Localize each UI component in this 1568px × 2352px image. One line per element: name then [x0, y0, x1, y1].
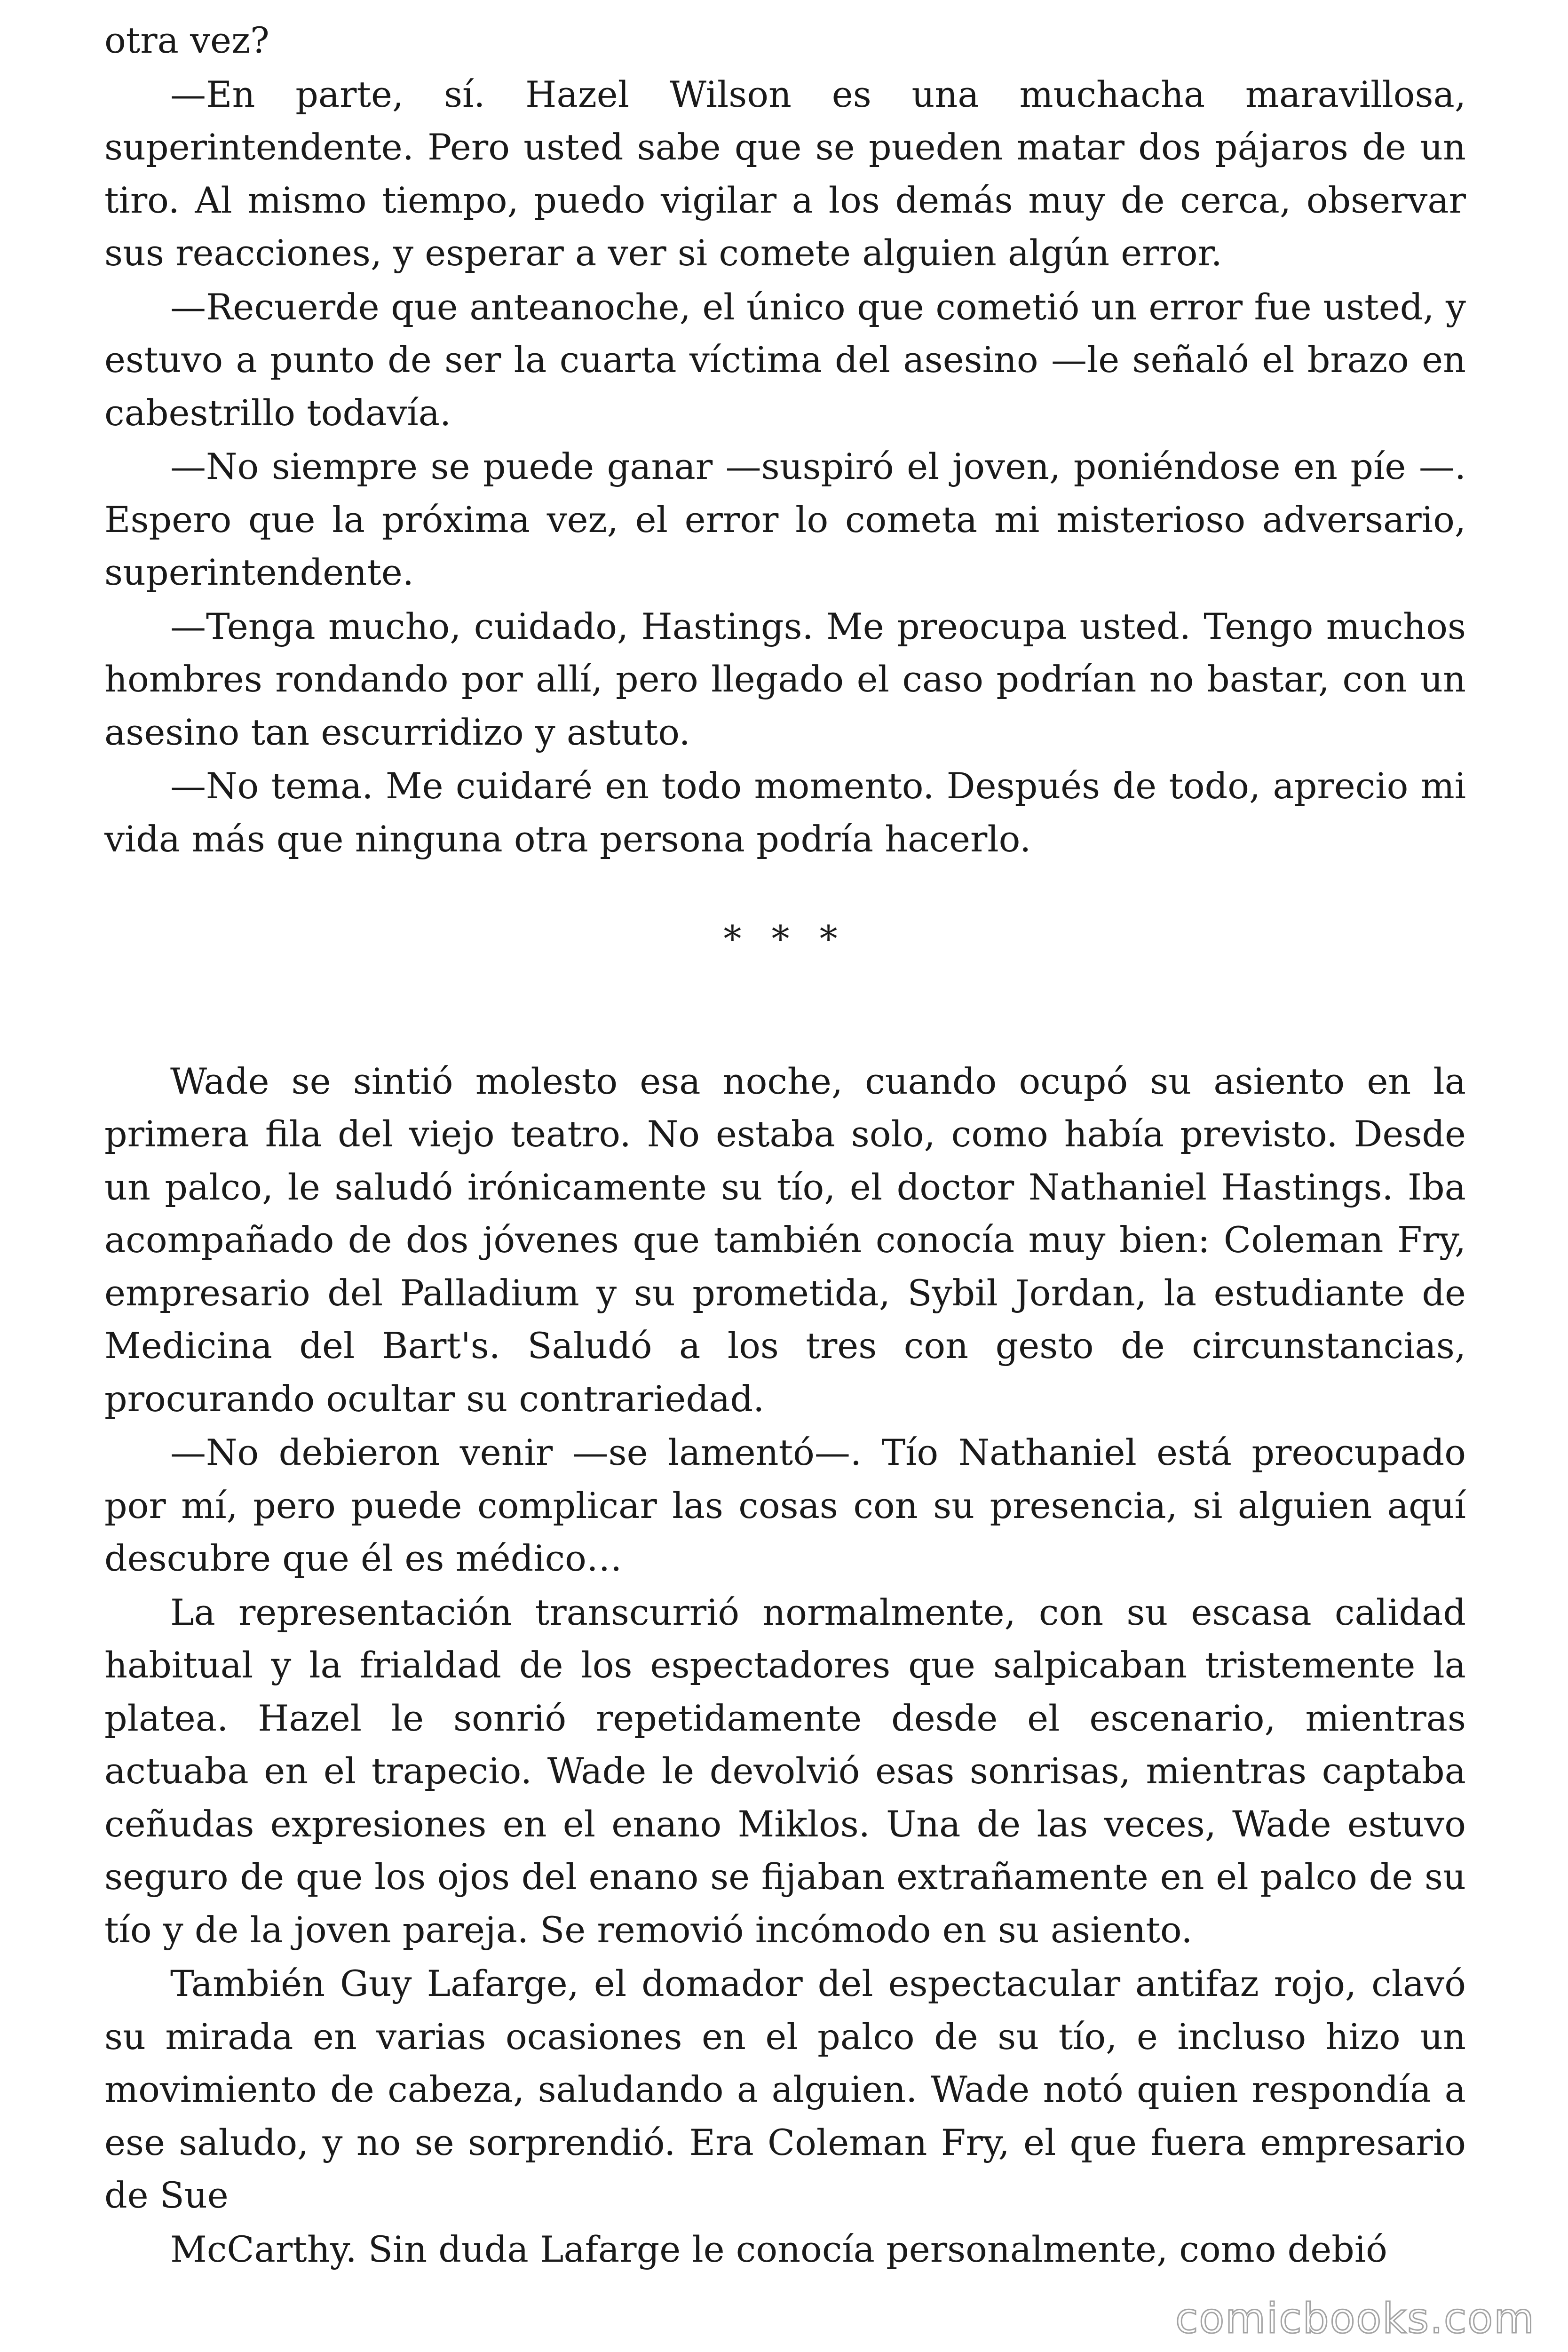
- paragraph: —Recuerde que anteanoche, el único que cometió un error fue usted, y estuvo a punto de ser la cuarta víctima del asesino —le señaló el brazo en cabestrillo todavía.: [104, 286, 1466, 434]
- paragraph: otra vez?: [104, 19, 269, 61]
- watermark: comicbooks.com: [1175, 2294, 1535, 2343]
- paragraph: —No debieron venir —se lamentó—. Tío Nathaniel está preocupado por mí, pero puede complicar las cosas con su presencia, si alguien aquí descubre que él es médico…: [104, 1431, 1466, 1579]
- section-separator: * * *: [723, 918, 847, 960]
- paragraph: —Tenga mucho, cuidado, Hastings. Me preocupa usted. Tengo muchos hombres rondando por allí, pero llegado el caso podrían no bastar, con un asesino tan escurridizo y astuto.: [104, 605, 1466, 753]
- paragraph: McCarthy. Sin duda Lafarge le conocía personalmente, como debió: [170, 2228, 1387, 2270]
- paragraph: —No siempre se puede ganar —suspiró el joven, poniéndose en píe —. Espero que la próxima vez, el error lo cometa mi misterioso adversario, superintendente.: [104, 445, 1466, 593]
- paragraph: La representación transcurrió normalmente, con su escasa calidad habitual y la frialdad de los espectadores que salpicaban tristemente la platea. Hazel le sonrió repetidamente desde el escenario, mientras actuaba en el trapecio. Wade le devolvió esas sonrisas, mientras captaba ceñudas expresiones en el enano Miklos. Una de las veces, Wade estuvo seguro de que los ojos del enano se fijaban extrañamente en el palco de su tío y de la joven pareja. Se removió incómodo en su asiento.: [104, 1591, 1466, 1951]
- paragraph: —En parte, sí. Hazel Wilson es una muchacha maravillosa, superintendente. Pero usted sabe que se pueden matar dos pájaros de un tiro. Al mismo tiempo, puedo vigilar a los demás muy de cerca, observar sus reacciones, y esperar a ver si comete alguien algún error.: [104, 73, 1466, 274]
- paragraph: También Guy Lafarge, el domador del espectacular antifaz rojo, clavó su mirada en varias ocasiones en el palco de su tío, e incluso hizo un movimiento de cabeza, saludando a alguien. Wade notó quien respondía a ese saludo, y no se sorprendió. Era Coleman Fry, el que fuera empresario de Sue: [104, 1963, 1466, 2216]
- paragraph: Wade se sintió molesto esa noche, cuando ocupó su asiento en la primera fila del viejo teatro. No estaba solo, como había previsto. Desde un palco, le saludó irónicamente su tío, el doctor Nathaniel Hastings. Iba acompañado de dos jóvenes que también conocía muy bien: Coleman Fry, empresario del Palladium y su prometida, Sybil Jordan, la estudiante de Medicina del Bart's. Saludó a los tres con gesto de circunstancias, procurando ocultar su contrariedad.: [104, 1060, 1466, 1420]
- page-text: [104, 14, 1466, 2276]
- paragraph: —No tema. Me cuidaré en todo momento. Después de todo, aprecio mi vida más que ninguna otra persona podría hacerlo.: [104, 765, 1466, 860]
